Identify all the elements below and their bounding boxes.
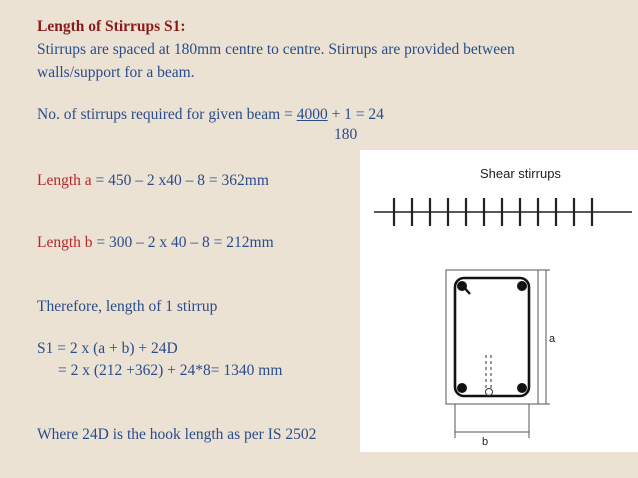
length-b-label: Length b [37, 234, 93, 251]
bar-bottom-left [457, 383, 467, 393]
centre-bar-marker [486, 389, 493, 396]
dim-a-label: a [549, 333, 556, 345]
length-a-label: Length a [37, 172, 92, 189]
count-numerator: 4000 [296, 106, 328, 123]
formula-line-2: = 2 x (212 +362) + 24*8= 1340 mm [58, 362, 283, 379]
stirrup-figure [360, 150, 638, 452]
length-b-expression: = 300 – 2 x 40 – 8 = 212mm [92, 234, 274, 251]
formula-line-1: S1 = 2 x (a + b) + 24D [37, 340, 178, 357]
intro-line-2: walls/support for a beam. [37, 64, 195, 81]
bar-top-left [457, 281, 467, 291]
length-a-line [37, 172, 269, 190]
length-a-expression: = 450 – 2 x40 – 8 = 362mm [91, 172, 269, 189]
dim-b-label: b [482, 436, 489, 448]
slide-title: Length of Stirrups S1: [37, 18, 186, 35]
figure-caption: Shear stirrups [480, 166, 561, 181]
count-denominator: 180 [334, 126, 358, 143]
bar-top-right [517, 281, 527, 291]
stirrup-count-equation [37, 106, 384, 124]
bar-bottom-right [517, 383, 527, 393]
count-prefix: No. of stirrups required for given beam = [37, 106, 297, 123]
hook-length-note: Where 24D is the hook length as per IS 2502 [37, 426, 317, 443]
intro-line-1: Stirrups are spaced at 180mm centre to centre. Stirrups are provided between [37, 41, 515, 58]
therefore-line: Therefore, length of 1 stirrup [37, 298, 218, 315]
stirrup-loop [455, 278, 529, 396]
stirrup-diagram [360, 150, 638, 452]
count-suffix: + 1 = 24 [327, 106, 384, 123]
length-b-line [37, 234, 274, 252]
